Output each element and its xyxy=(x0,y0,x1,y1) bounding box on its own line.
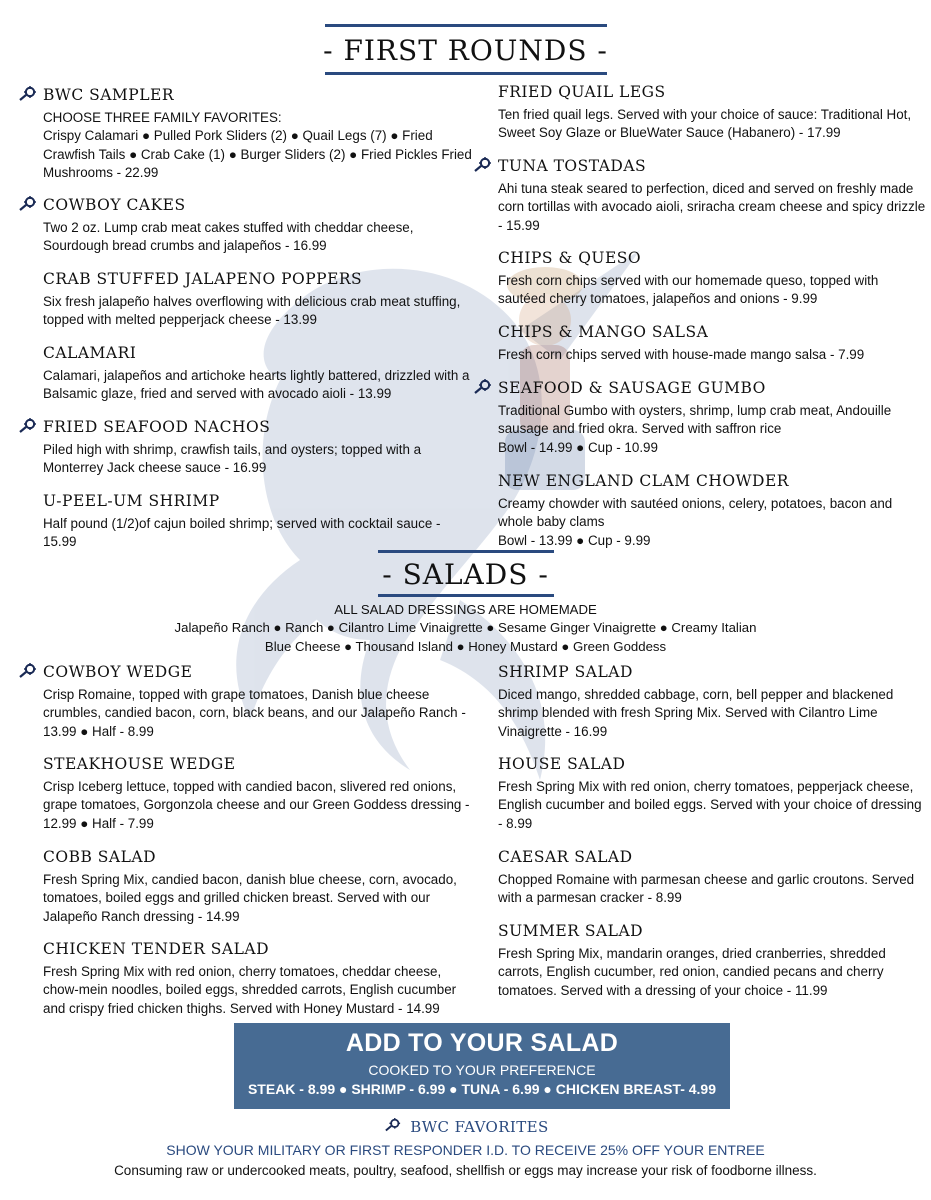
menu-item-description: Fresh Spring Mix, candied bacon, danish blue cheese, corn, avocado, tomatoes, boiled eggs and grilled chicken breast. Served with our Jalapeño Ranch dressing - 14.99 xyxy=(43,872,457,924)
menu-item-name: SEAFOOD & SAUSAGE GUMBO xyxy=(498,378,928,398)
add-to-salad-options: STEAK - 8.99 ● SHRIMP - 6.99 ● TUNA - 6.99 ● CHICKEN BREAST- 4.99 xyxy=(247,1081,717,1097)
menu-item xyxy=(498,662,928,741)
menu-item-description: Fresh corn chips served with our homemade queso, topped with sautéed cherry tomatoes, jalapeños and onions - 9.99 xyxy=(498,273,879,307)
salads-header xyxy=(0,550,931,597)
spur-icon xyxy=(17,418,39,436)
menu-item-name: FRIED SEAFOOD NACHOS xyxy=(43,417,473,437)
menu-item-name: CRAB STUFFED JALAPENO POPPERS xyxy=(43,270,363,288)
add-to-salad-box xyxy=(234,1023,730,1109)
menu-item xyxy=(43,491,473,552)
menu-item xyxy=(43,847,473,926)
menu-item-description: Diced mango, shredded cabbage, corn, bell pepper and blackened shrimp blended with fresh Spring Mix. Served with Cilantro Lime Vinaigrette - 16.99 xyxy=(498,687,894,739)
menu-item xyxy=(498,322,928,364)
menu-item-description: Chopped Romaine with parmesan cheese and garlic croutons. Served with a parmesan cracker - 8.99 xyxy=(498,872,915,906)
menu-item xyxy=(43,754,473,833)
menu-item xyxy=(498,82,928,143)
menu-item xyxy=(498,847,928,908)
add-to-salad-subtitle: COOKED TO YOUR PREFERENCE xyxy=(368,1062,596,1078)
menu-item-description: Fresh Spring Mix with red onion, cherry tomatoes, cheddar cheese, chow-mein noodles, boiled eggs, shredded carrots, English cucumber and crispy fried chicken thighs. Served with Honey Mustard - 14.99 xyxy=(43,964,457,1016)
menu-item xyxy=(43,417,473,478)
header-rule-bottom xyxy=(325,72,607,75)
menu-item-name: U-PEEL-UM SHRIMP xyxy=(43,492,220,510)
menu-item-description: Crisp Iceberg lettuce, topped with candied bacon, slivered red onions, grape tomatoes, Gorgonzola cheese and our Green Goddess dressing - 12.99 ● Half - 7.99 xyxy=(43,779,470,831)
menu-item-name: SHRIMP SALAD xyxy=(498,663,633,681)
menu-item xyxy=(43,939,473,1018)
menu-item-name: CHIPS & QUESO xyxy=(498,249,642,267)
menu-item-name: BWC SAMPLER xyxy=(43,85,473,105)
salads-title: - SALADS - xyxy=(382,558,549,591)
add-to-salad-title: ADD TO YOUR SALAD xyxy=(345,1029,619,1057)
bwc-favorites-label: BWC FAVORITES xyxy=(410,1118,549,1136)
menu-item-name: SUMMER SALAD xyxy=(498,922,644,940)
dressings-list-line2: Blue Cheese ● Thousand Island ● Honey Mustard ● Green Goddess xyxy=(264,638,667,654)
menu-item-description: Two 2 oz. Lump crab meat cakes stuffed with cheddar cheese, Sourdough bread crumbs and jalapeños - 16.99 xyxy=(43,220,414,254)
spur-icon xyxy=(472,379,494,397)
dressings-note xyxy=(0,601,931,656)
menu-item xyxy=(43,662,473,741)
menu-item-name: CALAMARI xyxy=(43,344,137,362)
menu-item-description: Fresh Spring Mix with red onion, cherry tomatoes, pepperjack cheese, English cucumber and boiled eggs. Served with your choice of dressing - 8.99 xyxy=(498,779,922,831)
menu-item-name: HOUSE SALAD xyxy=(498,755,626,773)
menu-item-description: Fresh Spring Mix, mandarin oranges, dried cranberries, shredded carrots, English cucumber, red onion, candied pecans and cherry tomatoes. Served with a dressing of your choice - 11.99 xyxy=(498,946,886,998)
menu-item-description: Ahi tuna steak seared to perfection, diced and served on freshly made corn tortillas with avocado aioli, sriracha cream cheese and spicy drizzle - 15.99 xyxy=(498,181,926,233)
header-rule-top xyxy=(378,550,554,553)
menu-item-name: COWBOY WEDGE xyxy=(43,662,473,682)
menu-item-name: COWBOY CAKES xyxy=(43,195,473,215)
menu-item-description: Traditional Gumbo with oysters, shrimp, lump crab meat, Andouille sausage and fried okra. Served with saffron rice Bowl - 14.99 ● Cup - 10.99 xyxy=(498,403,892,455)
spur-icon xyxy=(472,157,494,175)
first-rounds-title: - FIRST ROUNDS - xyxy=(323,34,608,67)
menu-item-description: Ten fried quail legs. Served with your choice of sauce: Traditional Hot, Sweet Soy Glaze or BlueWater Sauce (Habanero) - 17.99 xyxy=(498,107,912,141)
dressings-heading: ALL SALAD DRESSINGS ARE HOMEMADE xyxy=(334,602,597,617)
menu-item xyxy=(498,471,928,550)
menu-item-name: FRIED QUAIL LEGS xyxy=(498,83,666,101)
header-rule-bottom xyxy=(378,594,554,597)
first-rounds-header xyxy=(0,24,931,75)
header-rule-top xyxy=(325,24,607,27)
menu-item-name: CAESAR SALAD xyxy=(498,848,633,866)
menu-item-description: Calamari, jalapeños and artichoke hearts lightly battered, drizzled with a Balsamic glaze, fried and served with avocado aioli - 13.99 xyxy=(43,368,470,402)
menu-item-description: Half pound (1/2)of cajun boiled shrimp; served with cocktail sauce - 15.99 xyxy=(43,516,441,550)
foodborne-warning: Consuming raw or undercooked meats, poultry, seafood, shellfish or eggs may increase your risk of foodborne illness. xyxy=(114,1163,817,1178)
menu-item-description: Piled high with shrimp, crawfish tails, and oysters; topped with a Monterrey Jack cheese sauce - 16.99 xyxy=(43,442,422,476)
menu-item-name: TUNA TOSTADAS xyxy=(498,156,928,176)
menu-item-name: COBB SALAD xyxy=(43,848,157,866)
menu-item-description: Crisp Romaine, topped with grape tomatoes, Danish blue cheese crumbles, candied bacon, corn, black beans, and our Jalapeño Ranch - 13.99 ● Half - 8.99 xyxy=(43,687,466,739)
spur-icon xyxy=(17,196,39,214)
menu-item xyxy=(498,156,928,235)
menu-item xyxy=(43,195,473,256)
menu-item xyxy=(43,85,473,182)
menu-item-name: CHICKEN TENDER SALAD xyxy=(43,940,270,958)
menu-item-name: STEAKHOUSE WEDGE xyxy=(43,755,236,773)
menu-item xyxy=(498,378,928,457)
menu-item xyxy=(43,343,473,404)
menu-item xyxy=(43,269,473,330)
menu-item xyxy=(498,921,928,1000)
menu-item-description: Fresh corn chips served with house-made mango salsa - 7.99 xyxy=(498,347,865,362)
menu-item-name: NEW ENGLAND CLAM CHOWDER xyxy=(498,472,789,490)
military-discount-note: SHOW YOUR MILITARY OR FIRST RESPONDER I.D. TO RECEIVE 25% OFF YOUR ENTREE xyxy=(166,1142,765,1158)
menu-item xyxy=(498,248,928,309)
bwc-favorites-legend xyxy=(0,1118,931,1136)
spur-icon xyxy=(17,86,39,104)
spur-icon xyxy=(382,1118,404,1134)
menu-item-description: Creamy chowder with sautéed onions, celery, potatoes, bacon and whole baby clams Bowl - 13.99 ● Cup - 9.99 xyxy=(498,496,893,548)
dressings-list-line1: Jalapeño Ranch ● Ranch ● Cilantro Lime Vinaigrette ● Sesame Ginger Vinaigrette ● Creamy Italian xyxy=(174,620,757,636)
spur-icon xyxy=(17,663,39,681)
menu-item-name: CHIPS & MANGO SALSA xyxy=(498,323,709,341)
menu-item xyxy=(498,754,928,833)
menu-item-description: CHOOSE THREE FAMILY FAVORITES: Crispy Calamari ● Pulled Pork Sliders (2) ● Quail Legs (7) ● Fried Crawfish Tails ● Crab Cake (1) ● Burger Sliders (2) ● Fried Pickles Fried Mushrooms - 22.99 xyxy=(43,110,472,180)
menu-item-description: Six fresh jalapeño halves overflowing with delicious crab meat stuffing, topped with melted pepperjack cheese - 13.99 xyxy=(43,294,461,328)
